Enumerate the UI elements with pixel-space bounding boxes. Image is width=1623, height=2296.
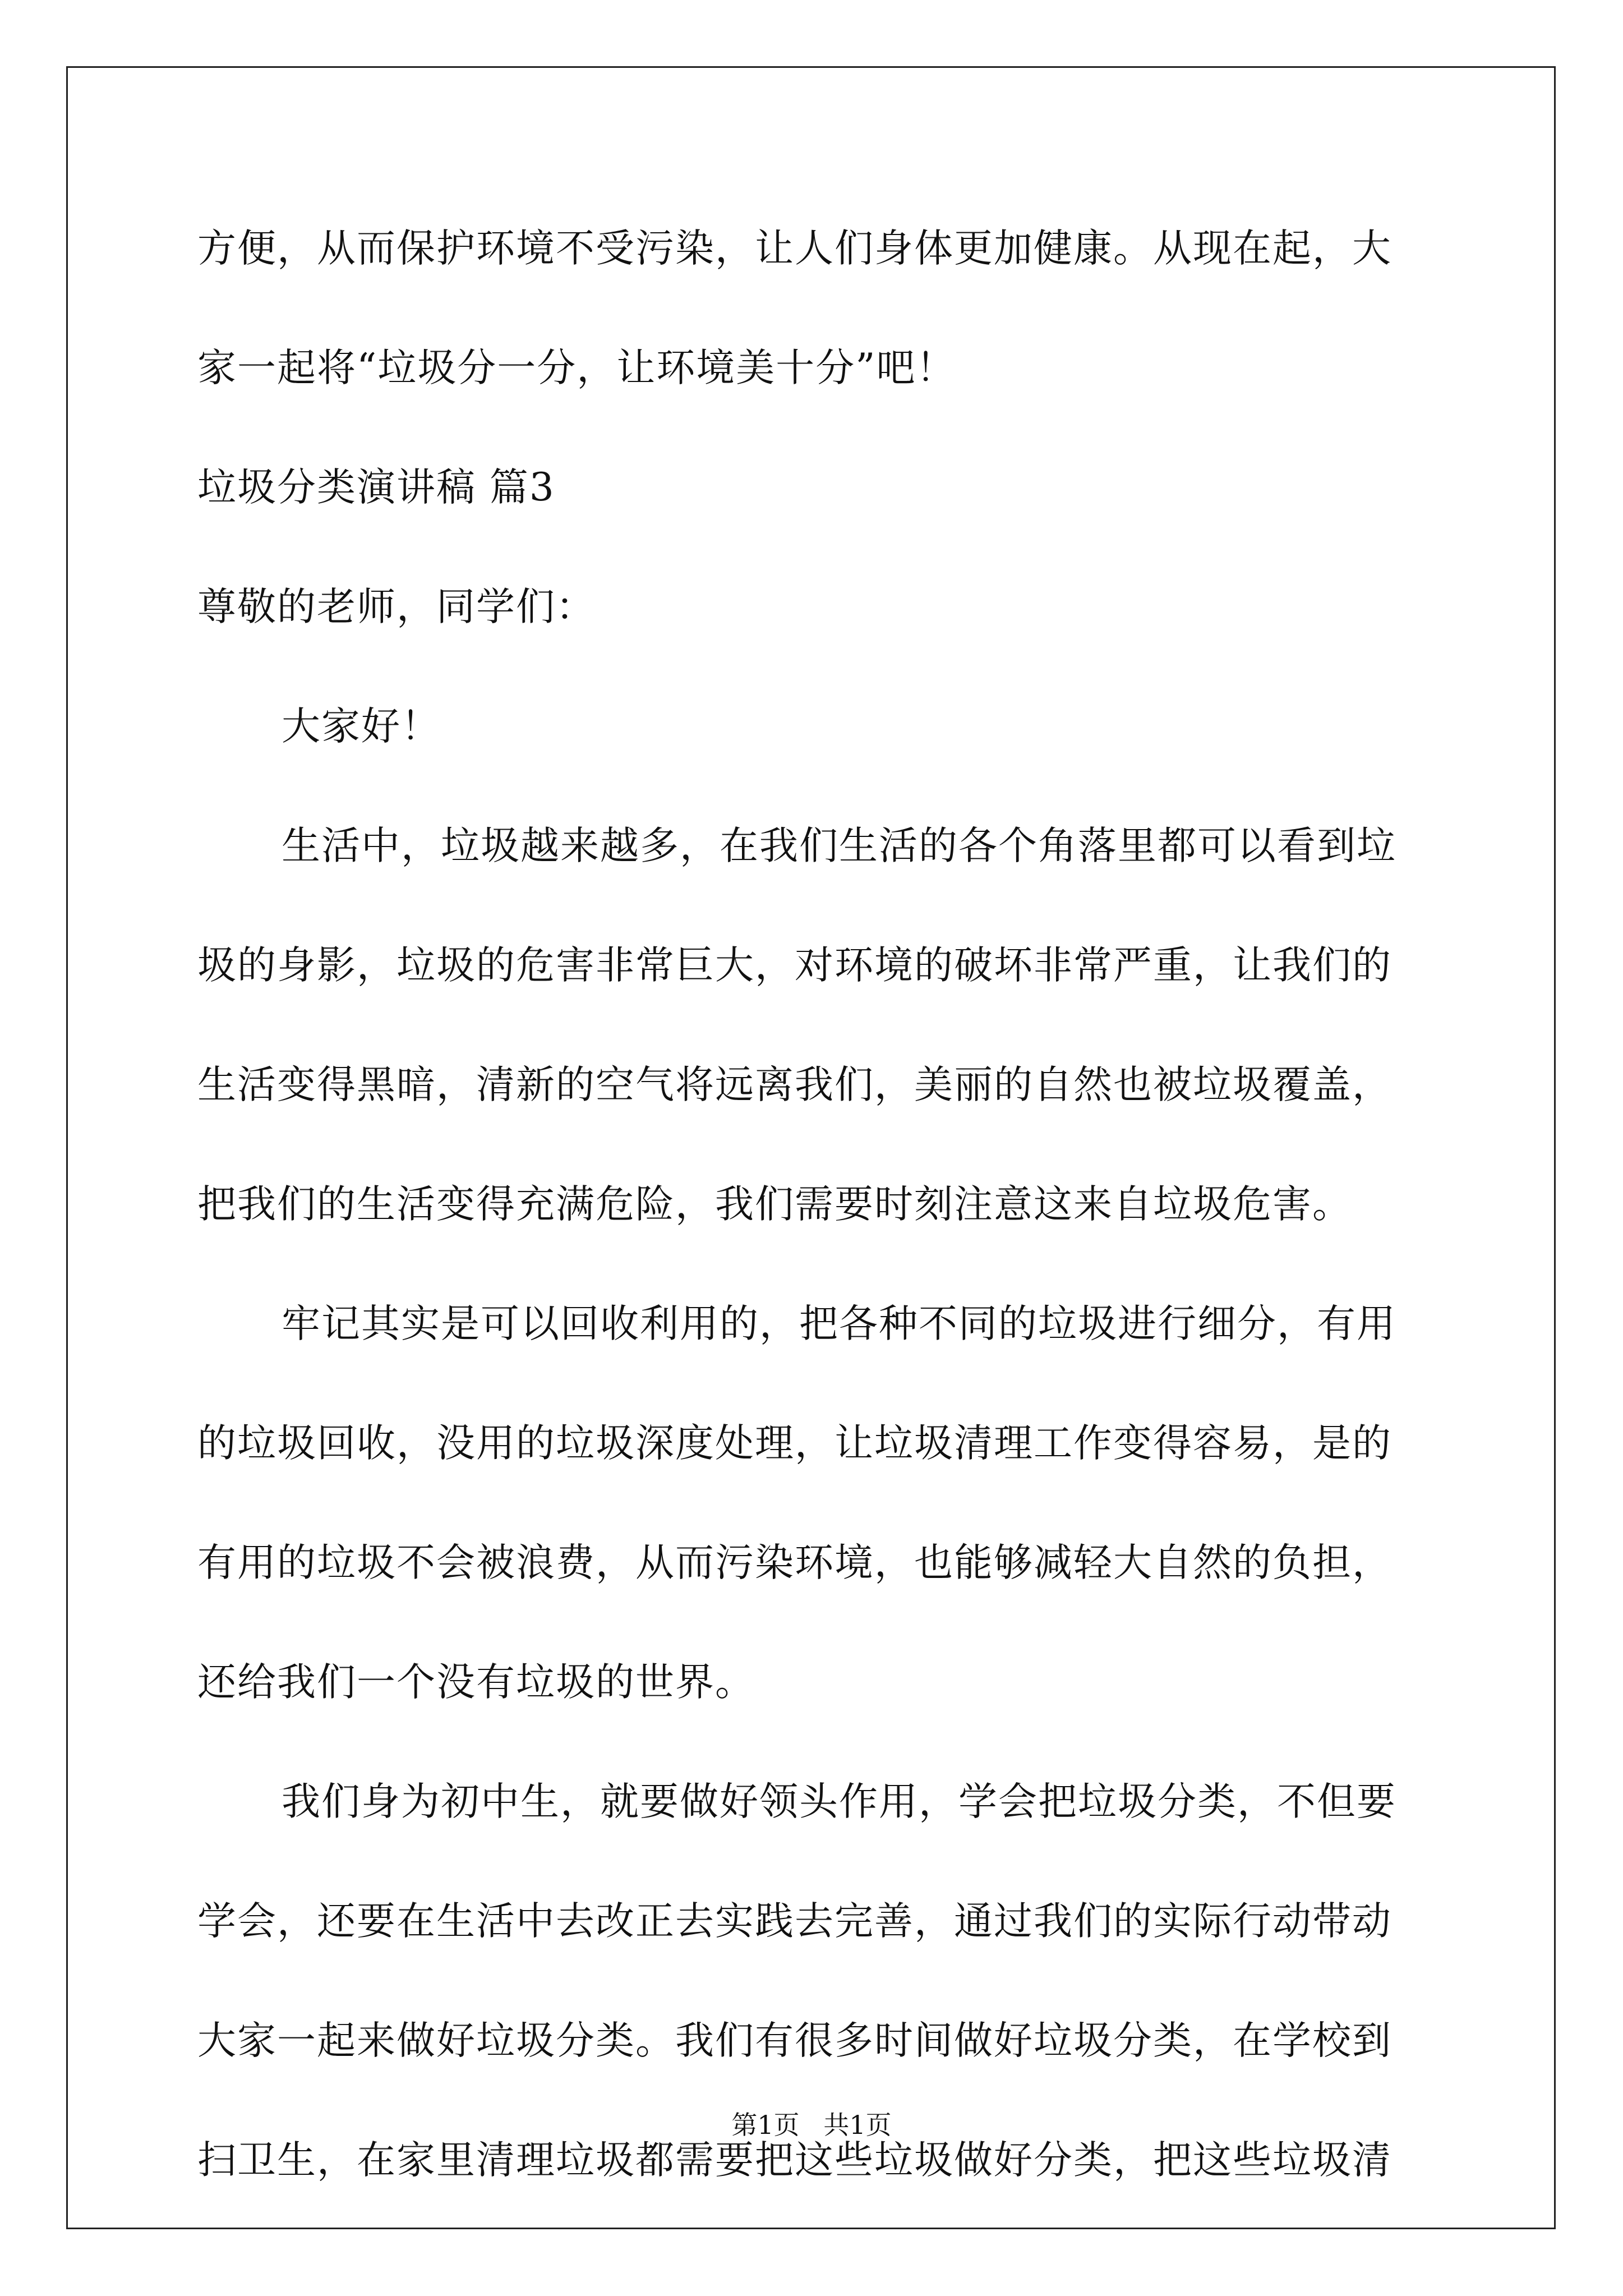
text-line-13: 还给我们一个没有垃圾的世界。	[197, 1660, 755, 1705]
page-number: 第1页	[731, 2110, 800, 2140]
page-total: 共1页	[823, 2110, 892, 2140]
document-body	[197, 220, 1429, 2251]
text-line-14: 我们身为初中生，就要做好领头作用，学会把垃圾分类，不但要	[282, 1779, 1396, 1824]
text-line-1: 方便，从而保护环境不受污染，让人们身体更加健康。从现在起，大	[197, 226, 1392, 271]
text-line-6: 生活中，垃圾越来越多，在我们生活的各个角落里都可以看到垃	[282, 823, 1396, 868]
salutation: 尊敬的老师，同学们：	[197, 585, 596, 629]
text-line-17: 扫卫生，在家里清理垃圾都需要把这些垃圾做好分类，把这些垃圾清	[197, 2138, 1392, 2183]
page-footer	[0, 2108, 1623, 2142]
text-line-7: 圾的身影，垃圾的危害非常巨大，对环境的破坏非常严重，让我们的	[197, 943, 1392, 988]
text-line-10: 牢记其实是可以回收利用的，把各种不同的垃圾进行细分，有用	[282, 1301, 1396, 1346]
text-line-11: 的垃圾回收，没用的垃圾深度处理，让垃圾清理工作变得容易，是的	[197, 1421, 1392, 1466]
text-line-8: 生活变得黑暗，清新的空气将远离我们，美丽的自然也被垃圾覆盖，	[197, 1062, 1392, 1107]
text-line-15: 学会，还要在生活中去改正去实践去完善，通过我们的实际行动带动	[197, 1899, 1392, 1944]
text-line-12: 有用的垃圾不会被浪费，从而污染环境，也能够减轻大自然的负担，	[197, 1540, 1392, 1585]
text-line-9: 把我们的生活变得充满危险，我们需要时刻注意这来自垃圾危害。	[197, 1182, 1352, 1227]
section-heading: 垃圾分类演讲稿 篇3	[197, 465, 555, 510]
text-line-2: 家一起将“垃圾分一分，让环境美十分”吧！	[197, 346, 956, 390]
greeting: 大家好！	[282, 704, 441, 749]
text-line-16: 大家一起来做好垃圾分类。我们有很多时间做好垃圾分类，在学校到	[197, 2018, 1392, 2063]
